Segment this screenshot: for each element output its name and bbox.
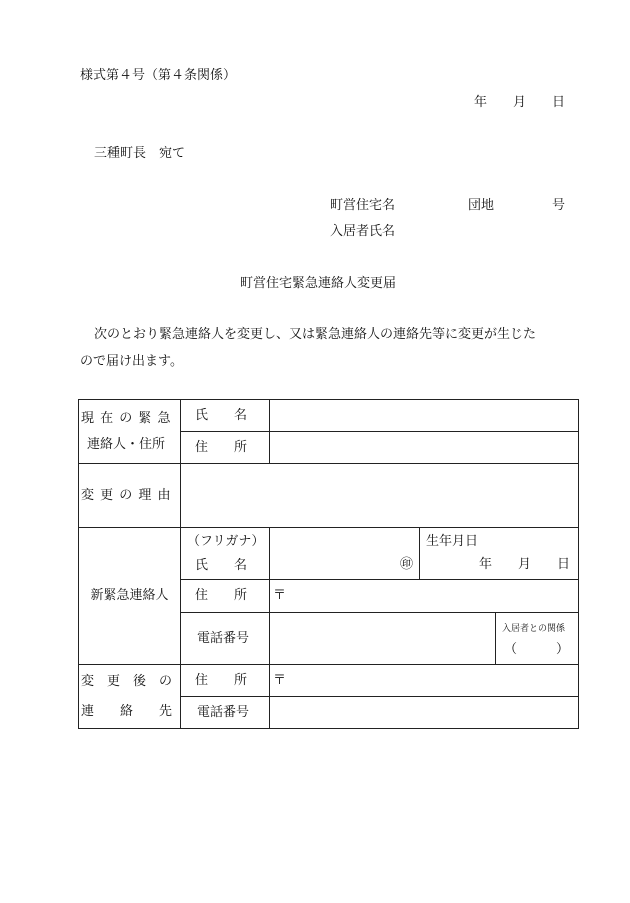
date-field: 年 月 日	[473, 95, 565, 110]
relation-label: 入居者との関係	[502, 624, 566, 634]
housing-name-label: 町営住宅名	[330, 198, 396, 213]
after-address-label: 住 所	[181, 665, 270, 697]
after-phone-label: 電話番号	[181, 697, 270, 729]
current-name-field[interactable]	[270, 400, 579, 432]
birthdate-format: 年 月 日	[479, 557, 571, 572]
current-name-label: 氏 名	[181, 400, 270, 432]
seal-mark: ㊞	[399, 557, 413, 572]
new-name-field[interactable]	[270, 528, 420, 580]
new-name-label-cell	[181, 528, 270, 580]
change-reason-label: 変 更 の 理 由	[79, 464, 181, 528]
after-change-label-cell	[79, 665, 181, 729]
birthdate-cell[interactable]	[420, 528, 579, 580]
after-phone-field[interactable]	[270, 697, 579, 729]
after-address-field[interactable]	[270, 665, 579, 697]
relation-parens: （ ）	[504, 642, 570, 657]
new-name-label: 氏 名	[195, 557, 248, 573]
new-contact-label: 新緊急連絡人	[79, 528, 181, 665]
change-reason-field[interactable]	[181, 464, 579, 528]
housing-complex-label: 団地	[468, 198, 495, 213]
after-change-label-line2: 連 絡 先	[81, 703, 173, 719]
document-title: 町営住宅緊急連絡人変更届	[240, 276, 397, 291]
birthdate-label: 生年月日	[426, 534, 479, 549]
housing-number-label: 号	[552, 198, 566, 213]
furigana-label: （フリガナ）	[187, 533, 265, 549]
current-address-field[interactable]	[270, 432, 579, 464]
postal-mark: 〒	[273, 672, 287, 688]
contact-change-table	[78, 399, 579, 729]
postal-mark: 〒	[273, 588, 287, 603]
after-change-label-line1: 変 更 後 の	[81, 673, 173, 689]
form-number: 様式第４号（第４条関係）	[80, 68, 237, 83]
current-contact-label-line2: 連絡人・住所	[87, 436, 166, 452]
current-contact-label-line1: 現 在 の 緊 急	[81, 410, 172, 426]
resident-name-label: 入居者氏名	[330, 224, 396, 239]
new-address-field[interactable]	[270, 580, 579, 613]
current-contact-label-cell	[79, 400, 181, 464]
new-phone-label: 電話番号	[181, 613, 270, 665]
body-text-line2: ので届け出ます。	[80, 354, 183, 369]
relation-cell[interactable]	[496, 613, 579, 665]
new-phone-field[interactable]	[270, 613, 496, 665]
current-address-label: 住 所	[181, 432, 270, 464]
new-address-label: 住 所	[181, 580, 270, 613]
addressee: 三種町長 宛て	[94, 146, 186, 161]
body-text-line1: 次のとおり緊急連絡人を変更し、又は緊急連絡人の連絡先等に変更が生じた	[94, 327, 537, 342]
